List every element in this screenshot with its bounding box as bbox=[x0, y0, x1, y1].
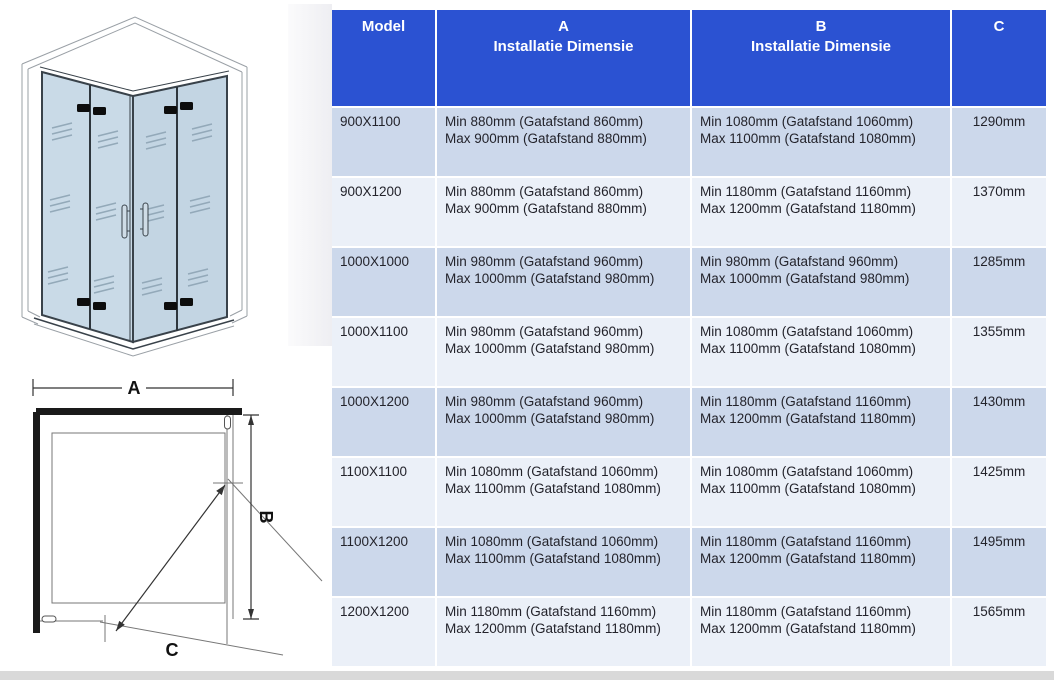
row-a-dimension: Min 1080mm (Gatafstand 1060mm) Max 1100mm (Gatafstand 1080mm) bbox=[437, 458, 690, 526]
row-model: 900X1100 bbox=[332, 108, 435, 176]
row-c-value: 1370mm bbox=[952, 178, 1046, 246]
dimension-b bbox=[243, 415, 276, 619]
row-c-value: 1285mm bbox=[952, 248, 1046, 316]
row-model: 1100X1100 bbox=[332, 458, 435, 526]
row-a-dimension: Min 980mm (Gatafstand 960mm) Max 1000mm (Gatafstand 980mm) bbox=[437, 388, 690, 456]
row-model: 1000X1100 bbox=[332, 318, 435, 386]
row-b-dimension: Min 1180mm (Gatafstand 1160mm) Max 1200mm (Gatafstand 1180mm) bbox=[692, 388, 950, 456]
row-model: 1000X1000 bbox=[332, 248, 435, 316]
header-c: C bbox=[952, 10, 1046, 106]
row-b-dimension: Min 1180mm (Gatafstand 1160mm) Max 1200mm (Gatafstand 1180mm) bbox=[692, 178, 950, 246]
row-b-dimension: Min 1080mm (Gatafstand 1060mm) Max 1100mm (Gatafstand 1080mm) bbox=[692, 318, 950, 386]
row-a-dimension: Min 980mm (Gatafstand 960mm) Max 1000mm (Gatafstand 980mm) bbox=[437, 318, 690, 386]
row-model: 1000X1200 bbox=[332, 388, 435, 456]
bottom-strip bbox=[0, 671, 1054, 680]
row-a-dimension: Min 980mm (Gatafstand 960mm) Max 1000mm (Gatafstand 980mm) bbox=[437, 248, 690, 316]
dim-b-label: B bbox=[256, 510, 276, 524]
dim-c-label: C bbox=[165, 640, 179, 660]
row-c-value: 1425mm bbox=[952, 458, 1046, 526]
shower-enclosure-isometric-diagram bbox=[0, 0, 332, 362]
dimension-a bbox=[33, 378, 233, 398]
row-c-value: 1290mm bbox=[952, 108, 1046, 176]
installation-plan-diagram bbox=[0, 366, 332, 678]
row-c-value: 1565mm bbox=[952, 598, 1046, 666]
header-a-dimension: A Installatie Dimensie bbox=[437, 10, 690, 106]
door-swing-arrow bbox=[116, 485, 225, 631]
row-b-dimension: Min 1180mm (Gatafstand 1160mm) Max 1200mm (Gatafstand 1180mm) bbox=[692, 528, 950, 596]
row-a-dimension: Min 880mm (Gatafstand 860mm) Max 900mm (Gatafstand 880mm) bbox=[437, 178, 690, 246]
header-b-dimension: B Installatie Dimensie bbox=[692, 10, 950, 106]
row-a-dimension: Min 1080mm (Gatafstand 1060mm) Max 1100mm (Gatafstand 1080mm) bbox=[437, 528, 690, 596]
row-a-dimension: Min 1180mm (Gatafstand 1160mm) Max 1200mm (Gatafstand 1180mm) bbox=[437, 598, 690, 666]
walls bbox=[33, 408, 242, 633]
shower-tray-outline bbox=[52, 433, 225, 603]
row-model: 1200X1200 bbox=[332, 598, 435, 666]
row-a-dimension: Min 880mm (Gatafstand 860mm) Max 900mm (Gatafstand 880mm) bbox=[437, 108, 690, 176]
row-c-value: 1495mm bbox=[952, 528, 1046, 596]
row-c-value: 1430mm bbox=[952, 388, 1046, 456]
glass-plan-lines bbox=[40, 415, 322, 655]
row-model: 1100X1200 bbox=[332, 528, 435, 596]
row-model: 900X1200 bbox=[332, 178, 435, 246]
spec-table bbox=[332, 10, 1046, 666]
row-b-dimension: Min 1180mm (Gatafstand 1160mm) Max 1200mm (Gatafstand 1180mm) bbox=[692, 598, 950, 666]
row-b-dimension: Min 1080mm (Gatafstand 1060mm) Max 1100mm (Gatafstand 1080mm) bbox=[692, 458, 950, 526]
row-b-dimension: Min 980mm (Gatafstand 960mm) Max 1000mm (Gatafstand 980mm) bbox=[692, 248, 950, 316]
dim-a-label: A bbox=[127, 378, 141, 398]
header-model: Model bbox=[332, 10, 435, 106]
row-c-value: 1355mm bbox=[952, 318, 1046, 386]
row-b-dimension: Min 1080mm (Gatafstand 1060mm) Max 1100mm (Gatafstand 1080mm) bbox=[692, 108, 950, 176]
plan-handles bbox=[42, 416, 231, 622]
